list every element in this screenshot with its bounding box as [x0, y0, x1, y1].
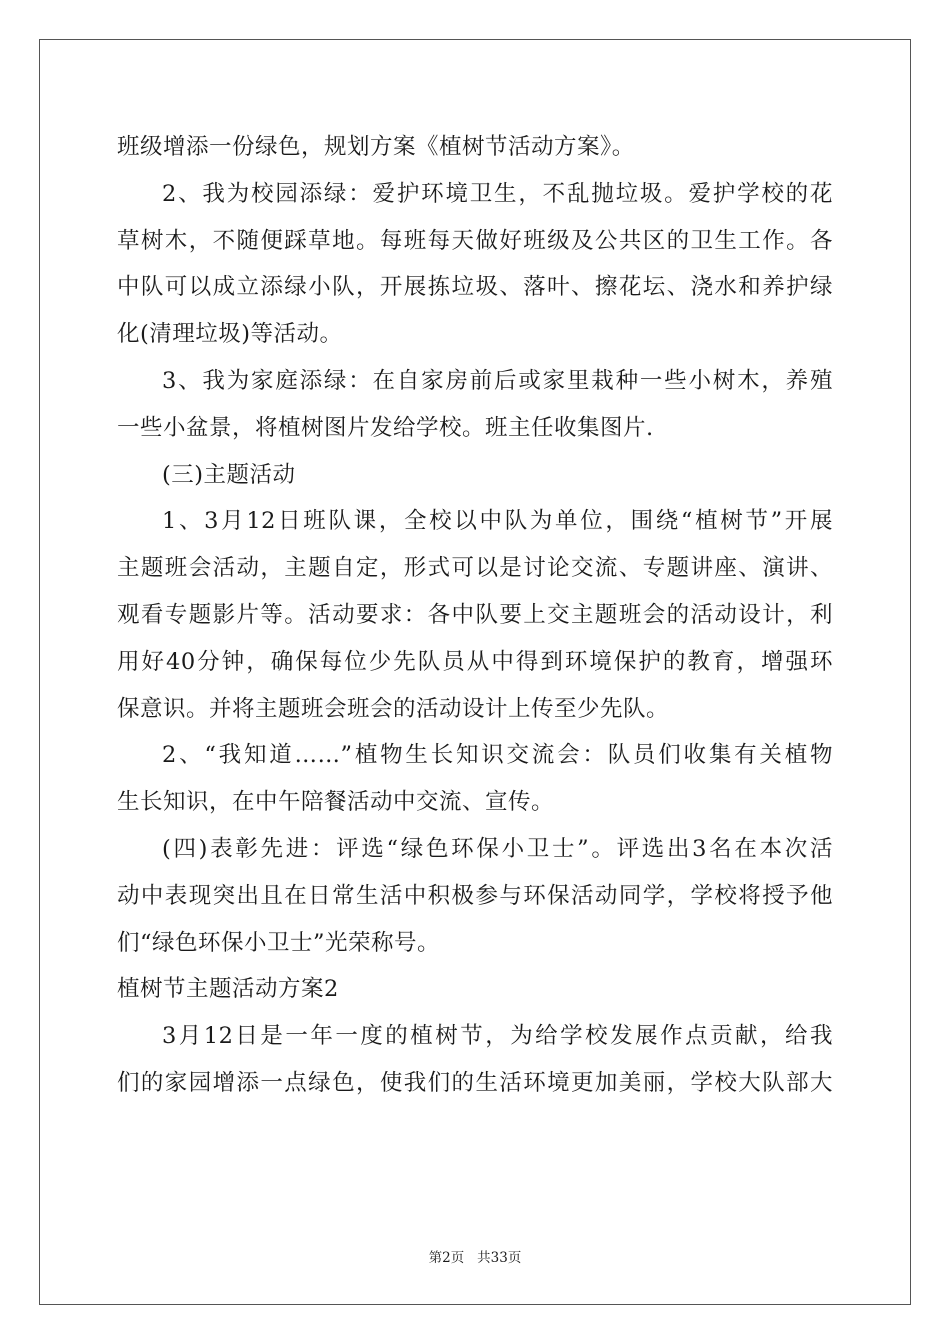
page-footer: 第2页 共33页: [428, 1250, 522, 1266]
text-line: (三)主题活动: [162, 461, 296, 488]
text-line: 植树节主题活动方案2: [117, 976, 339, 1003]
text-line: 2、“我知道……”植物生长知识交流会：队员们收集有关植物: [162, 742, 833, 769]
text-line: 3、我为家庭添绿：在自家房前后或家里栽种一些小树木，养殖: [162, 367, 833, 394]
text-line: (四)表彰先进：评选“绿色环保小卫士”。评选出3名在本次活: [162, 835, 833, 862]
text-line: 们“绿色环保小卫士”光荣称号。: [117, 929, 441, 956]
text-line: 观看专题影片等。活动要求：各中队要上交主题班会的活动设计，利: [117, 601, 833, 628]
text-line: 化(清理垃圾)等活动。: [117, 321, 343, 348]
text-line: 3月12日是一年一度的植树节，为给学校发展作点贡献，给我: [162, 1023, 833, 1050]
text-line: 中队可以成立添绿小队，开展拣垃圾、落叶、擦花坛、浇水和养护绿: [117, 274, 833, 301]
text-line: 们的家园增添一点绿色，使我们的生活环境更加美丽，学校大队部大: [117, 1069, 833, 1096]
text-line: 用好40分钟，确保每位少先队员从中得到环境保护的教育，增强环: [117, 648, 833, 675]
text-line: 生长知识，在中午陪餐活动中交流、宣传。: [117, 789, 555, 816]
text-line: 主题班会活动，主题自定，形式可以是讨论交流、专题讲座、演讲、: [117, 555, 833, 582]
text-line: 草树木，不随便踩草地。每班每天做好班级及公共区的卫生工作。各: [117, 227, 833, 254]
text-line: 动中表现突出且在日常生活中积极参与环保活动同学，学校将授予他: [117, 882, 833, 909]
text-line: 班级增添一份绿色，规划方案《植树节活动方案》。: [117, 134, 635, 160]
document-body: [117, 124, 833, 1107]
text-line: 保意识。并将主题班会班会的活动设计上传至少先队。: [117, 695, 670, 722]
text-line: 2、我为校园添绿：爱护环境卫生，不乱抛垃圾。爱护学校的花: [162, 180, 833, 207]
text-line: 1、3月12日班队课，全校以中队为单位，围绕“植树节”开展: [162, 508, 833, 535]
text-line: 一些小盆景，将植树图片发给学校。班主任收集图片.: [117, 414, 654, 441]
